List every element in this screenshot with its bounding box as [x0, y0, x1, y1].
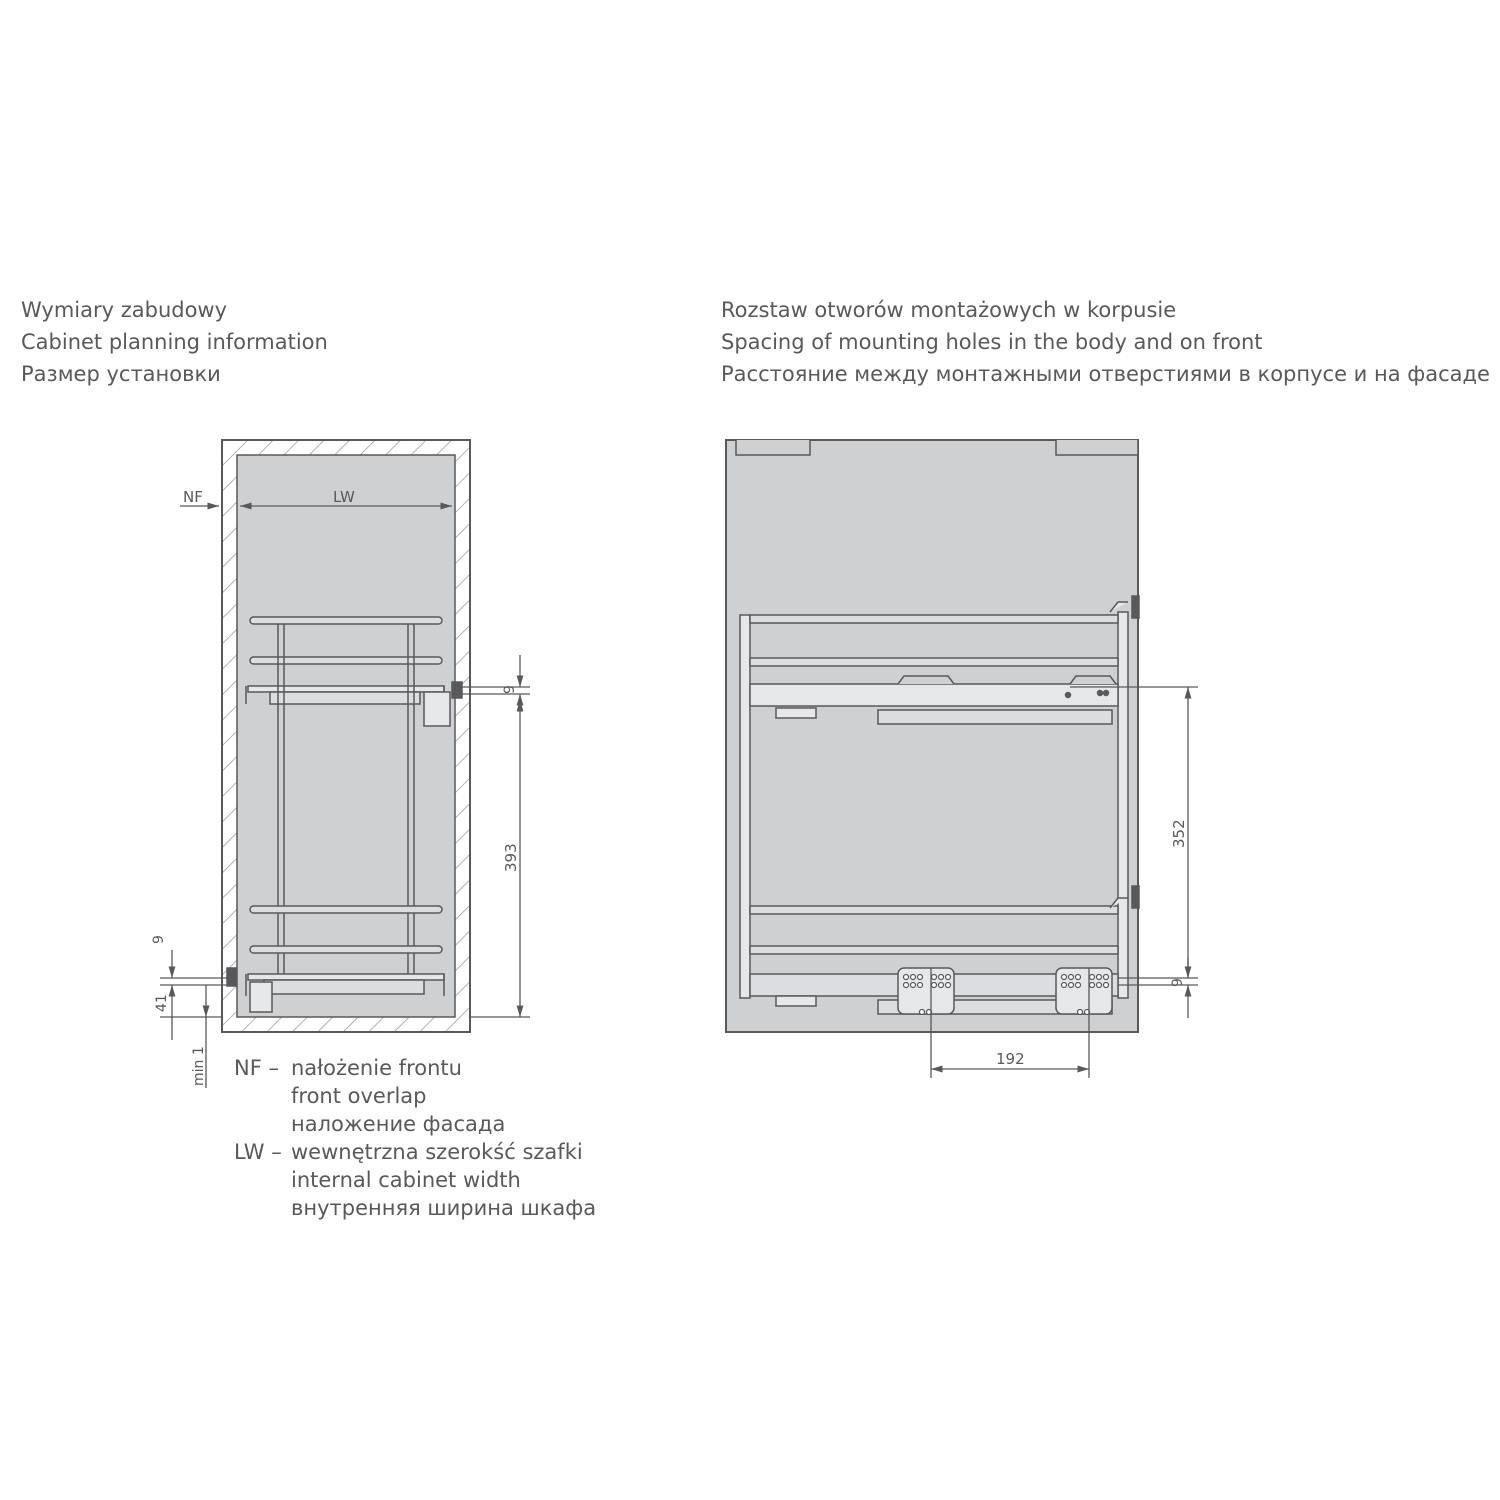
legend-lw-key: LW – — [234, 1140, 282, 1164]
right-heading-line-en: Spacing of mounting holes in the body and on front — [721, 330, 1263, 354]
right-heading-line-pl: Rozstaw otworów montażowych w korpusie — [721, 298, 1177, 322]
dim-393: 393 — [502, 843, 520, 872]
cabinet-front-panel — [726, 440, 1138, 1032]
dim-192: 192 — [996, 1050, 1025, 1068]
right-heading-line-ru: Расстояние между монтажными отверстиями в корпусе и на фасаде — [721, 362, 1490, 386]
legend-lw — [234, 1138, 596, 1222]
lw-label: LW — [333, 488, 355, 506]
dim-9-bottom: 9 — [151, 935, 167, 944]
legend-nf-key: NF – — [234, 1056, 279, 1080]
nf-label: NF — [183, 488, 203, 506]
left-heading-line-ru: Размер установки — [21, 362, 221, 386]
dim-min1: min 1 — [191, 1046, 207, 1086]
dim-41: 41 — [154, 994, 170, 1012]
legend-nf-line-ru: наложение фасада — [291, 1112, 506, 1136]
left-heading-line-en: Cabinet planning information — [21, 330, 328, 354]
left-heading-line-pl: Wymiary zabudowy — [21, 298, 228, 322]
legend-lw-line-en: internal cabinet width — [291, 1168, 521, 1192]
legend-nf-line-en: front overlap — [291, 1084, 427, 1108]
legend — [234, 1054, 596, 1222]
cabinet-section-diagram — [151, 440, 530, 1088]
dim-352: 352 — [1170, 819, 1188, 848]
cabinet-interior — [237, 455, 455, 1017]
legend-lw-line-ru: внутренняя ширина шкафа — [291, 1196, 597, 1220]
dim-9-top: 9 — [502, 685, 518, 694]
mounting-holes-diagram — [726, 440, 1198, 1078]
legend-lw-line-pl: wewnętrzna szerokść szafki — [291, 1140, 583, 1164]
dim-9-right: 9 — [1170, 978, 1186, 987]
legend-nf — [234, 1054, 596, 1138]
legend-nf-line-pl: nałożenie frontu — [291, 1056, 462, 1080]
